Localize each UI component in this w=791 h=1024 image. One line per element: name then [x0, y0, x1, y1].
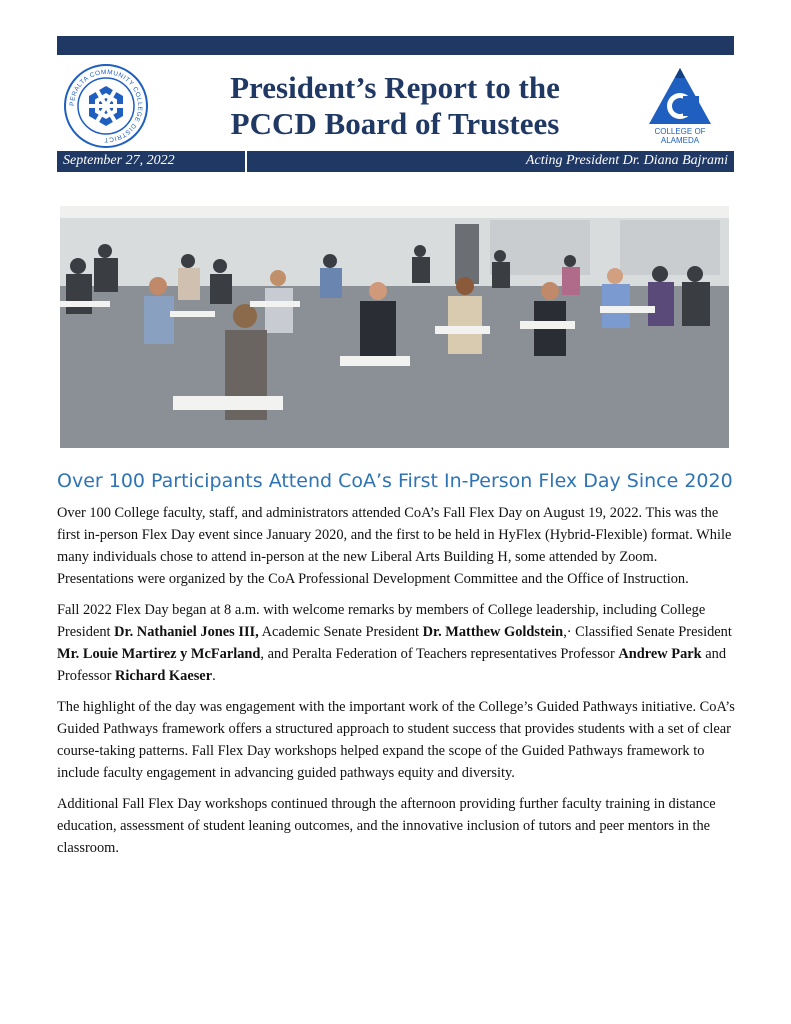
title-line-2: PCCD Board of Trustees — [230, 106, 560, 141]
p2-text-4: , and Peralta Federation of Teachers representatives Professor — [260, 646, 619, 662]
name-louie-martirez: Mr. Louie Martirez y McFarland — [57, 646, 261, 662]
header-top-bar — [57, 36, 734, 55]
p2-text-1: Fall 2022 Flex Day began at 8 a.m. with welcome remarks by members of College leadership, including College President — [57, 602, 706, 640]
flex-day-photo — [60, 206, 729, 448]
date-bar — [57, 151, 734, 172]
report-title — [200, 70, 590, 142]
name-richard-kaeser: Richard Kaeser — [114, 668, 213, 684]
paragraph-1: Over 100 College faculty, staff, and administrators attended CoA’s Fall Flex Day on August 19, 2022. This was the first in-person Flex Day event since January 2020, and the first to be held in HyFlex (Hybrid-Flexible) format. While many individuals chose to attend in-person at the new Liberal Arts Building H, some attended by Zoom. Presentations were organized by the CoA Professional Development Committee and the Office of Instruction. — [57, 505, 732, 587]
name-nathaniel-jones: Dr. Nathaniel Jones III, — [114, 624, 259, 640]
p2-text-5: and Professor — [57, 646, 727, 684]
article-headline: Over 100 Participants Attend CoA’s First In-Person Flex Day Since 2020 — [57, 470, 733, 492]
presenter-name: Acting President Dr. Diana Bajrami — [525, 153, 728, 168]
name-andrew-park: Andrew Park — [618, 646, 702, 662]
paragraph-3: The highlight of the day was engagement with the important work of the College’s Guided Pathways initiative. CoA’s Guided Pathways framework offers a structured approach to student success that provides students with a set of clear course-taking patterns. Fall Flex Day workshops helped expand the scope of the Guided Pathways framework to include faculty engagement in advancing guided pathways equity and diversity. — [57, 699, 735, 781]
seal-text: PERALTA COMMUNITY COLLEGE DISTRICT — [68, 68, 144, 144]
date-bar-divider — [245, 151, 247, 172]
title-line-1: President’s Report to the — [230, 70, 560, 105]
caption-line-1: COLLEGE OF — [654, 127, 706, 136]
name-matthew-goldstein: Dr. Matthew Goldstein — [422, 624, 564, 640]
paragraph-4: Additional Fall Flex Day workshops continued through the afternoon providing further faculty training in distance education, assessment of student leaning outcomes, and the innovative inclusion of tutors and peer mentors in the classroom. — [57, 796, 716, 856]
p2-text-2: Academic Senate President — [258, 624, 423, 640]
caption-line-2: ALAMEDA — [660, 136, 700, 145]
article-body — [57, 502, 737, 868]
paragraph-2 — [57, 599, 737, 687]
p2-text-6: . — [212, 668, 216, 684]
peralta-seal-logo — [63, 63, 149, 149]
report-date: September 27, 2022 — [63, 153, 175, 168]
college-logo-caption — [640, 127, 720, 145]
p2-text-3: ,· Classified Senate President — [563, 624, 732, 640]
